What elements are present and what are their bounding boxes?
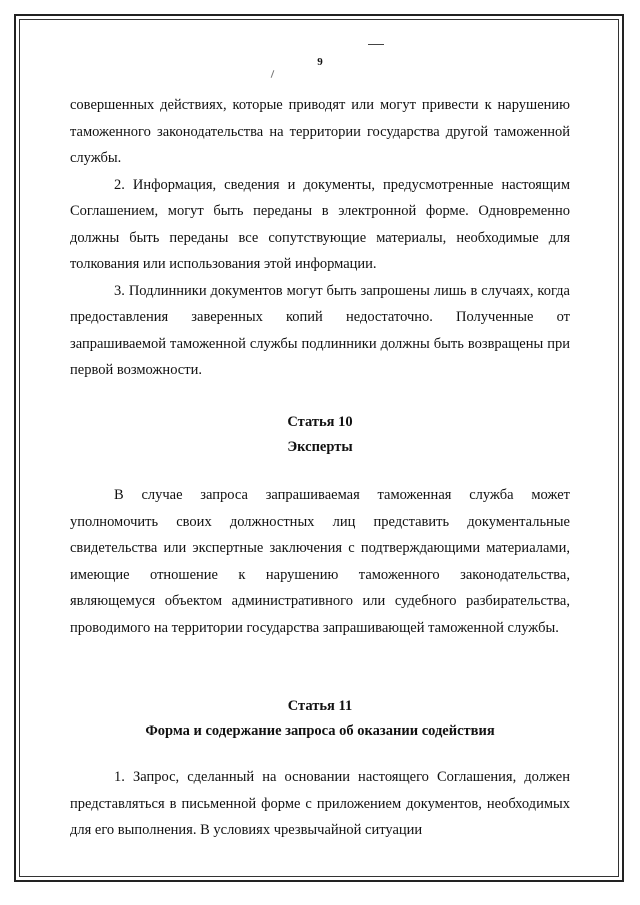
article-11-body	[70, 764, 570, 844]
scan-mark	[368, 44, 384, 45]
article-10-title: Эксперты	[287, 439, 353, 455]
article-10-heading	[0, 410, 640, 460]
page-number: 9	[317, 56, 323, 68]
article-11-paragraph: 1. Запрос, сделанный на основании настоящего Соглашения, должен представляться в письменной форме с приложением документов, необходимых для его выполнения. В условиях чрезвычайной ситуации	[70, 769, 570, 838]
paragraph-continuation: совершенных действиях, которые приводят или могут привести к нарушению таможенного законодательства на территории государства другой таможенной службы.	[70, 97, 570, 166]
article-11-title: Форма и содержание запроса об оказании содействия	[145, 723, 495, 739]
paragraph-item-3: 3. Подлинники документов могут быть запрошены лишь в случаях, когда предоставления заверенных копий недостаточно. Полученные от запрашиваемой таможенной службы подлинники должны быть возвращены при первой возможности.	[70, 282, 570, 378]
article-10-body	[70, 482, 570, 641]
article-10-paragraph: В случае запроса запрашиваемая таможенная служба может уполномочить своих должностных лиц представить документальные свидетельства или экспертные заключения с подтверждающими материалами, имеющие отношение к нарушению таможенного законодательства, являющемуся объектом административного или судебного разбирательства, проводимого на территории государства запрашивающей таможенной службы.	[70, 487, 570, 636]
article-10-number: Статья 10	[287, 414, 353, 430]
article-11-number: Статья 11	[287, 698, 353, 714]
body-text-top	[70, 92, 570, 384]
article-11-heading	[0, 694, 640, 744]
paragraph-item-2: 2. Информация, сведения и документы, предусмотренные настоящим Соглашением, могут быть переданы в электронной форме. Одновременно должны быть переданы все сопутствующие материалы, необходимые для толкования или использования этой информации.	[70, 176, 570, 272]
